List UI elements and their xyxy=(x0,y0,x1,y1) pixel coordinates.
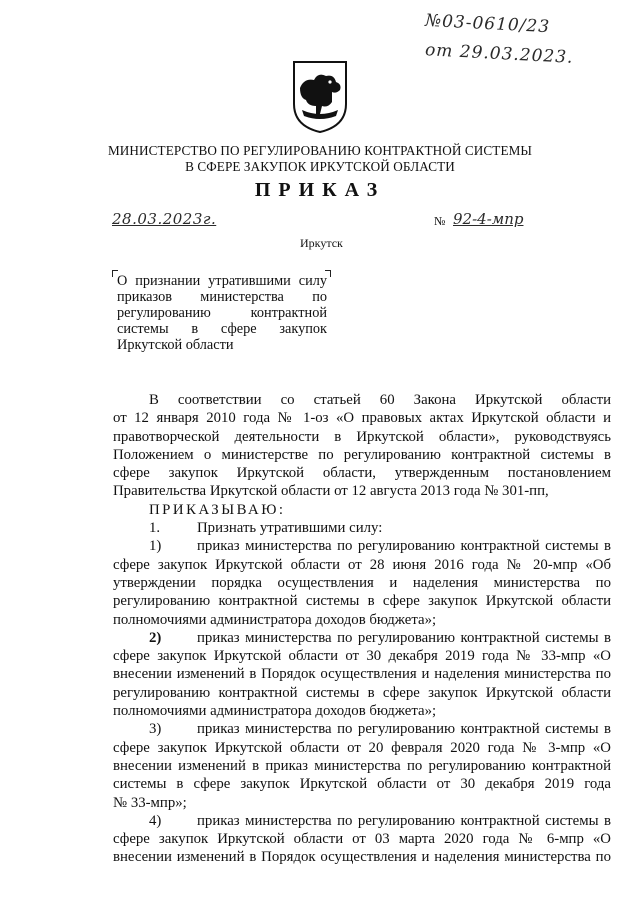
ministry-name-line-2: В СФЕРЕ ЗАКУПОК ИРКУТСКОЙ ОБЛАСТИ xyxy=(185,159,455,174)
preamble-line: от 12 января 2010 года № 1-оз «О правовых актах Иркутской области и xyxy=(113,410,611,427)
subitem-line: системы в сфере закупок Иркутской области от 30 декабря 2019 года xyxy=(113,776,611,793)
subitem-line: внесении изменений в Порядок осуществления и наделения министерства по xyxy=(113,666,611,683)
signing-date: 28.03.2023г. xyxy=(112,210,217,228)
city: Иркутск xyxy=(300,236,343,250)
subitem-line: № 33-мпр»; xyxy=(113,794,187,811)
order-number: 92-4-мпр xyxy=(453,210,524,228)
subitem-2 xyxy=(113,629,611,720)
subitem-1 xyxy=(113,537,611,628)
preamble-line: В соответствии со статьей 60 Закона Иркутской области xyxy=(149,392,611,408)
document-title: ПРИКАЗ xyxy=(254,179,386,201)
subitem-line: 4) приказ министерства по регулированию контрактной системы в xyxy=(149,812,611,829)
subitem-number: 1) xyxy=(149,538,162,555)
subitem-line: сфере закупок Иркутской области от 20 февраля 2020 года № 3-мпр «О xyxy=(113,739,611,756)
item-number: 1. xyxy=(149,520,161,537)
item-text: Признать утратившими силу: xyxy=(197,520,383,537)
subitem-number: 4) xyxy=(149,812,162,829)
registration-number: №03-0610/23 xyxy=(424,10,551,38)
subitem-number: 2) xyxy=(149,629,162,646)
subitem-line: полномочиями администратора доходов бюджета»; xyxy=(113,611,437,628)
subitem-line: полномочиями администратора доходов бюджета»; xyxy=(113,703,437,720)
subitem-number: 3) xyxy=(149,721,162,738)
preamble-line: Правительства Иркутской области от 12 августа 2013 года № 301-пп, xyxy=(113,483,549,500)
registration-date: от 29.03.2023. xyxy=(424,40,574,68)
irkutsk-coat-of-arms-icon xyxy=(292,60,348,134)
order-subject: О признании утратившими силу приказов министерства по регулированию контрактной системы в сфере закупок Иркутской области xyxy=(117,273,327,353)
subitem-line: сфере закупок Иркутской области от 30 декабря 2019 года № 33-мпр «О xyxy=(113,648,611,665)
subitem-line: внесении изменений в приказ министерства по регулированию контрактной xyxy=(113,757,611,774)
subitem-line: регулированию контрактной системы в сфере закупок Иркутской области xyxy=(113,684,611,701)
subitem-4 xyxy=(113,812,611,867)
subitem-line: утверждении порядка осуществления и наделения министерства по xyxy=(113,574,611,591)
preamble xyxy=(113,391,611,501)
preamble-line: сфере закупок Иркутской области, утвержденным постановлением xyxy=(113,465,611,482)
subitem-line: 1) приказ министерства по регулированию контрактной системы в xyxy=(149,538,611,555)
subitem-line: 2) приказ министерства по регулированию контрактной системы в xyxy=(149,629,611,646)
order-word: ПРИКАЗЫВАЮ: xyxy=(149,501,286,518)
ministry-name-line-1: МИНИСТЕРСТВО ПО РЕГУЛИРОВАНИЮ КОНТРАКТНОЙ СИСТЕМЫ xyxy=(107,143,533,158)
subitem-line: сфере закупок Иркутской области от 28 июня 2016 года № 20-мпр «Об xyxy=(113,556,611,573)
item-1 xyxy=(113,519,611,537)
subitem-line: регулированию контрактной системы в сфере закупок Иркутской области xyxy=(113,593,611,610)
subitem-line: 3) приказ министерства по регулированию контрактной системы в xyxy=(149,721,611,738)
preamble-line: правотворческой деятельности в Иркутской области», руководствуясь xyxy=(113,428,611,445)
preamble-line: Положением о министерстве по регулированию контрактной системы в xyxy=(113,446,611,463)
subitem-line: внесении изменений в Порядок осуществления и наделения министерства по xyxy=(113,849,611,866)
subitem-3 xyxy=(113,720,611,811)
subitem-line: сфере закупок Иркутской области от 03 марта 2020 года № 6-мпр «О xyxy=(113,831,611,848)
number-sign: № xyxy=(434,214,446,228)
document-body xyxy=(113,391,611,867)
